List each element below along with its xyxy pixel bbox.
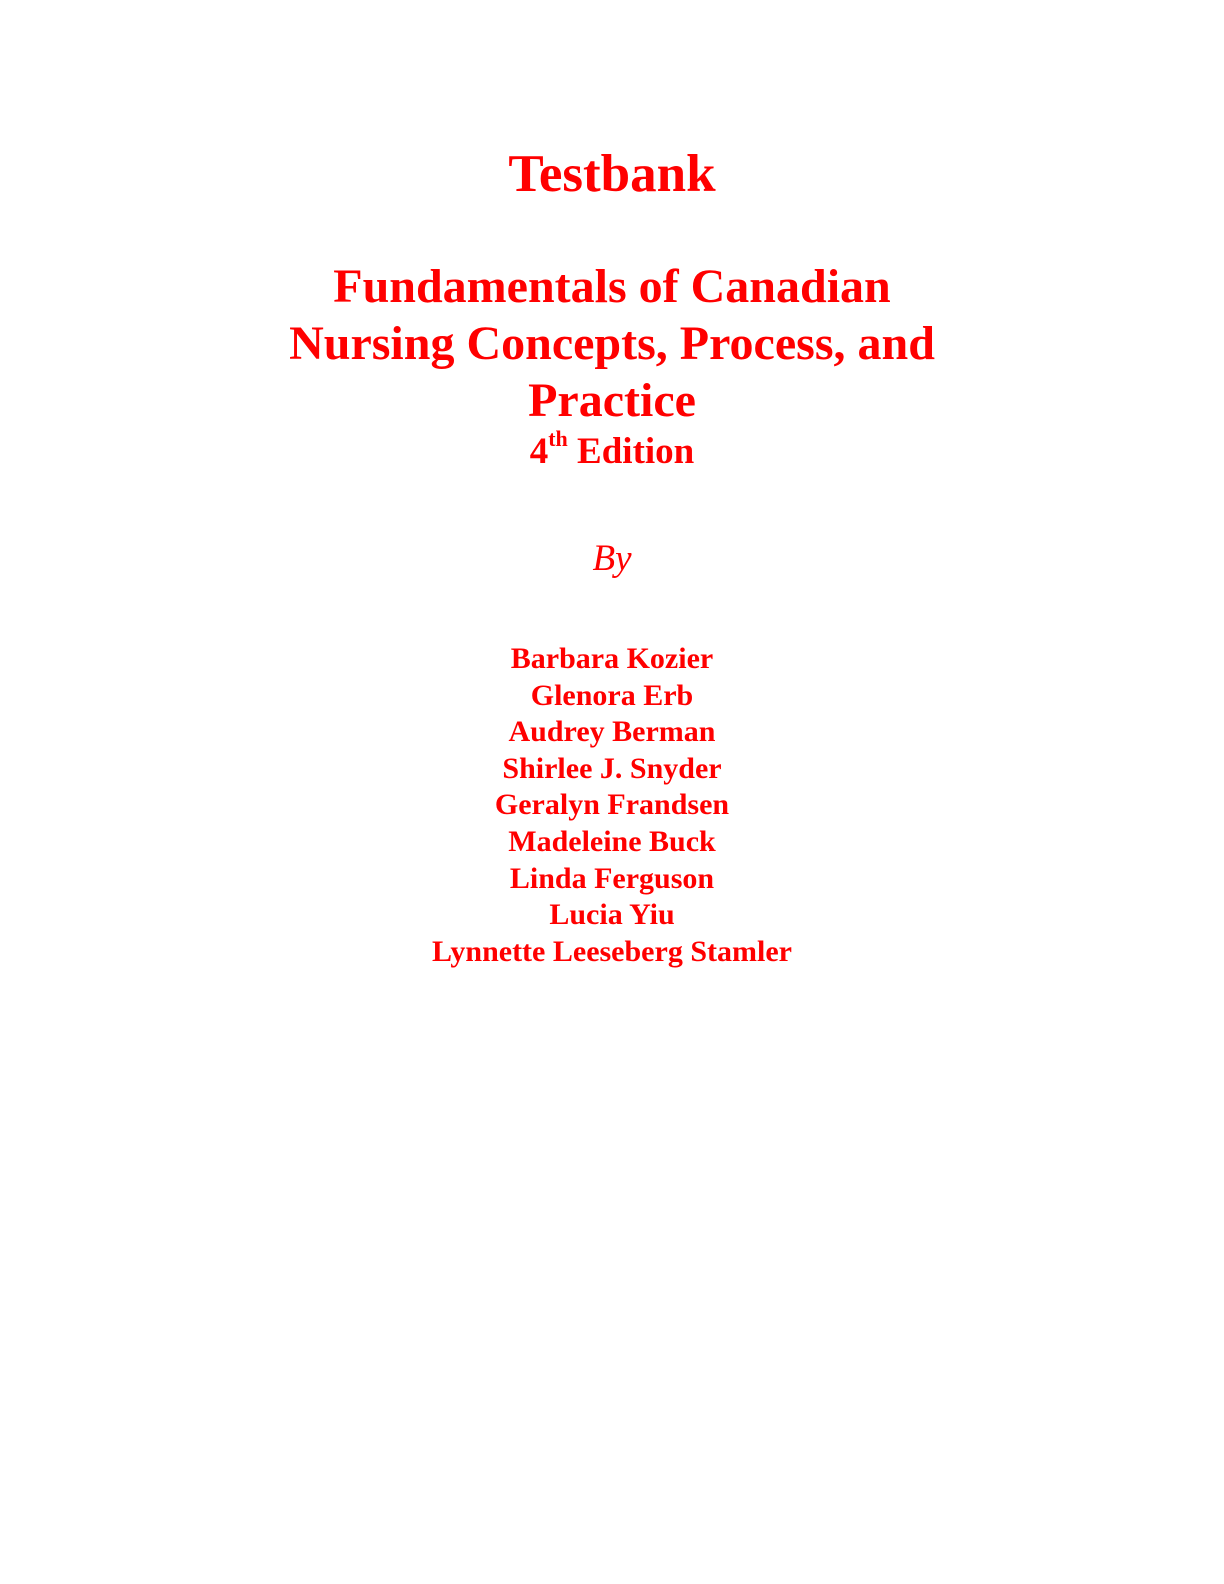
author-name: Audrey Berman: [508, 715, 716, 749]
author-name: Glenora Erb: [530, 678, 694, 712]
author-name: Geralyn Frandsen: [494, 788, 730, 822]
author-list: [0, 641, 1224, 970]
by-label: By: [592, 538, 632, 579]
author-name: Barbara Kozier: [510, 642, 714, 675]
author-name: Linda Ferguson: [509, 861, 715, 895]
book-title-line: Nursing Concepts, Process, and: [289, 317, 935, 370]
author-name: Lucia Yiu: [549, 898, 675, 932]
author-name: Shirlee J. Snyder: [502, 751, 722, 785]
book-title: [0, 258, 1224, 429]
document-heading: Testbank: [508, 145, 716, 203]
edition-number: 4: [529, 431, 549, 472]
book-title-line: Practice: [528, 374, 696, 427]
author-name: Madeleine Buck: [508, 824, 716, 858]
edition-suffix: th: [548, 425, 568, 451]
book-title-line: Fundamentals of Canadian: [333, 260, 891, 313]
edition-label: [0, 425, 1224, 474]
edition-word: Edition: [577, 431, 695, 472]
author-name: Lynnette Leeseberg Stamler: [432, 934, 792, 968]
